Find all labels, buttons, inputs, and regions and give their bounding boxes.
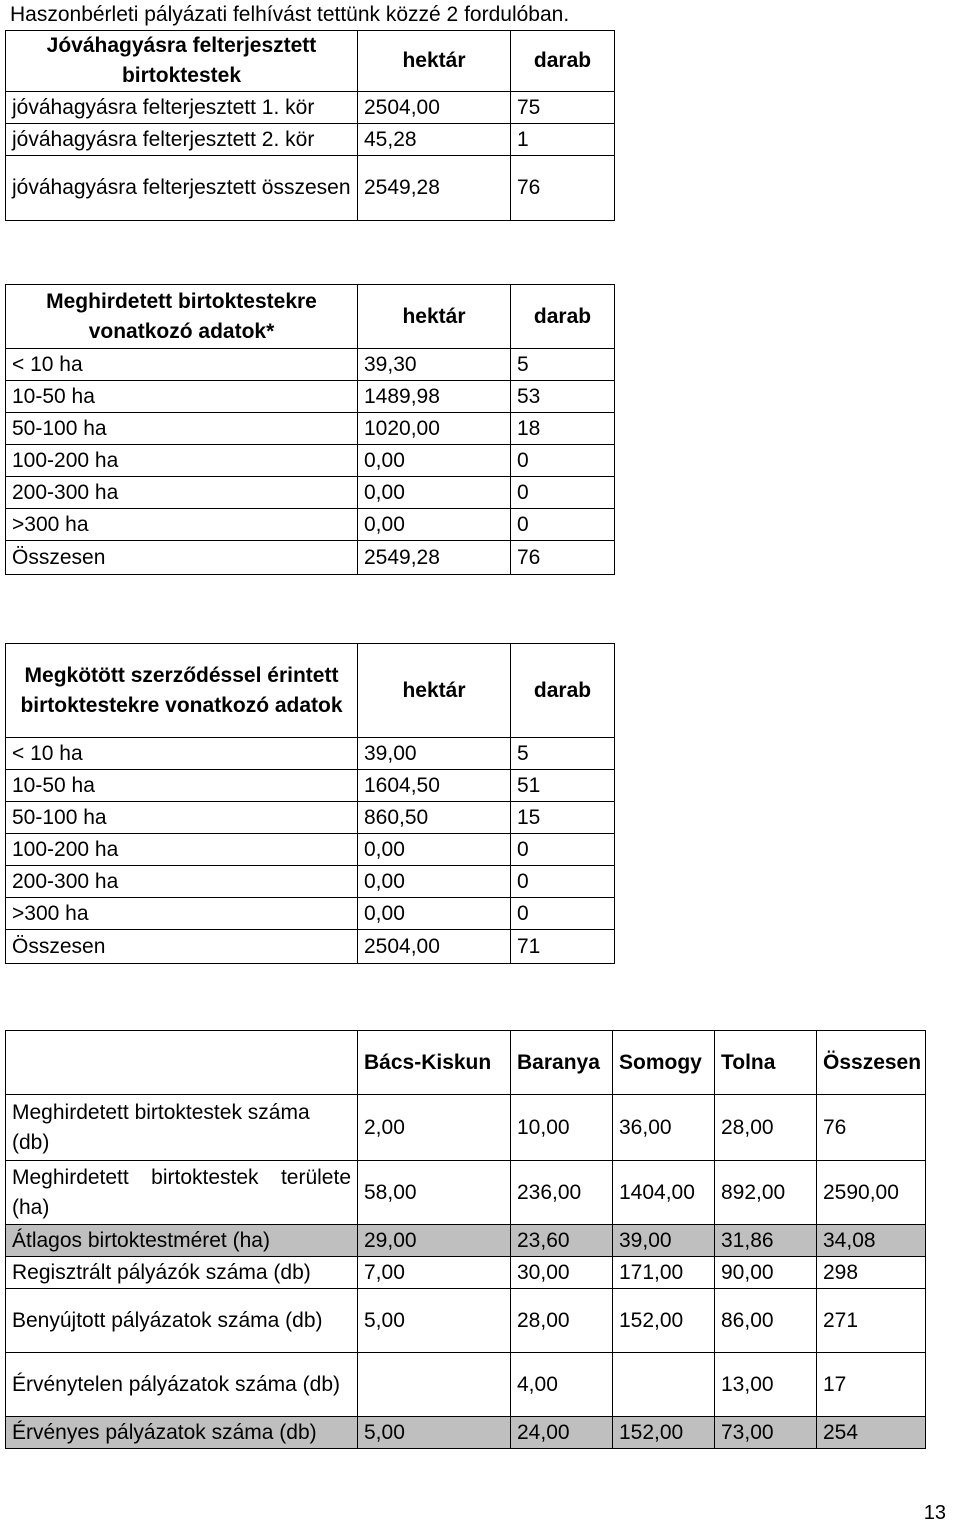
value-cell: 298 bbox=[817, 1257, 926, 1289]
value-cell: 58,00 bbox=[358, 1161, 511, 1225]
hectare-cell: 2549,28 bbox=[358, 541, 511, 575]
row-label: Összesen bbox=[6, 541, 358, 575]
value-cell: 4,00 bbox=[511, 1353, 613, 1417]
count-cell: 76 bbox=[511, 156, 615, 221]
row-label: Összesen bbox=[6, 930, 358, 964]
count-cell: 51 bbox=[511, 770, 615, 802]
hectare-cell: 2504,00 bbox=[358, 92, 511, 124]
value-cell: 28,00 bbox=[715, 1095, 817, 1161]
header-cell: darab bbox=[511, 644, 615, 738]
header-cell: Összesen bbox=[817, 1031, 926, 1095]
value-cell: 7,00 bbox=[358, 1257, 511, 1289]
value-cell: 254 bbox=[817, 1417, 926, 1449]
table-submitted-parcels bbox=[5, 30, 615, 221]
header-cell: Tolna bbox=[715, 1031, 817, 1095]
hectare-cell: 45,28 bbox=[358, 124, 511, 156]
value-cell: 30,00 bbox=[511, 1257, 613, 1289]
header-cell: Jóváhagyásra felterjesztett birtoktestek bbox=[6, 31, 358, 92]
value-cell: 28,00 bbox=[511, 1289, 613, 1353]
count-cell: 75 bbox=[511, 92, 615, 124]
value-cell: 34,08 bbox=[817, 1225, 926, 1257]
value-cell: 236,00 bbox=[511, 1161, 613, 1225]
value-cell: 171,00 bbox=[613, 1257, 715, 1289]
value-cell: 2,00 bbox=[358, 1095, 511, 1161]
row-label: Érvénytelen pályázatok száma (db) bbox=[6, 1353, 358, 1417]
page-number: 13 bbox=[923, 1502, 946, 1524]
row-label: 50-100 ha bbox=[6, 802, 358, 834]
table-row bbox=[6, 509, 615, 541]
count-cell: 18 bbox=[511, 413, 615, 445]
value-cell: 29,00 bbox=[358, 1225, 511, 1257]
header-cell: Baranya bbox=[511, 1031, 613, 1095]
hectare-cell: 0,00 bbox=[358, 866, 511, 898]
table-row bbox=[6, 1257, 926, 1289]
row-label: >300 ha bbox=[6, 898, 358, 930]
row-label: 200-300 ha bbox=[6, 866, 358, 898]
table-row bbox=[6, 1289, 926, 1353]
header-cell bbox=[6, 1031, 358, 1095]
hectare-cell: 1489,98 bbox=[358, 381, 511, 413]
value-cell: 36,00 bbox=[613, 1095, 715, 1161]
header-cell: darab bbox=[511, 285, 615, 349]
count-cell: 0 bbox=[511, 866, 615, 898]
count-cell: 15 bbox=[511, 802, 615, 834]
table-row bbox=[6, 445, 615, 477]
table-row bbox=[6, 1225, 926, 1257]
hectare-cell: 1020,00 bbox=[358, 413, 511, 445]
row-label: 100-200 ha bbox=[6, 834, 358, 866]
count-cell: 5 bbox=[511, 738, 615, 770]
table-row bbox=[6, 349, 615, 381]
row-label: jóváhagyásra felterjesztett összesen bbox=[6, 156, 358, 221]
count-cell: 0 bbox=[511, 477, 615, 509]
table-row bbox=[6, 381, 615, 413]
hectare-cell: 0,00 bbox=[358, 445, 511, 477]
table-row bbox=[6, 866, 615, 898]
hectare-cell: 2504,00 bbox=[358, 930, 511, 964]
value-cell: 24,00 bbox=[511, 1417, 613, 1449]
value-cell: 10,00 bbox=[511, 1095, 613, 1161]
hectare-cell: 0,00 bbox=[358, 509, 511, 541]
value-cell bbox=[358, 1353, 511, 1417]
value-cell: 152,00 bbox=[613, 1289, 715, 1353]
value-cell bbox=[613, 1353, 715, 1417]
row-label: jóváhagyásra felterjesztett 2. kör bbox=[6, 124, 358, 156]
row-label: Regisztrált pályázók száma (db) bbox=[6, 1257, 358, 1289]
value-cell: 13,00 bbox=[715, 1353, 817, 1417]
intro-text: Haszonbérleti pályázati felhívást tettünk közzé 2 fordulóban. bbox=[10, 3, 570, 26]
value-cell: 152,00 bbox=[613, 1417, 715, 1449]
value-cell: 76 bbox=[817, 1095, 926, 1161]
table-row bbox=[6, 898, 615, 930]
header-cell: darab bbox=[511, 31, 615, 92]
count-cell: 0 bbox=[511, 445, 615, 477]
row-label: 10-50 ha bbox=[6, 381, 358, 413]
row-label: Érvényes pályázatok száma (db) bbox=[6, 1417, 358, 1449]
count-cell: 1 bbox=[511, 124, 615, 156]
hectare-cell: 0,00 bbox=[358, 898, 511, 930]
value-cell: 2590,00 bbox=[817, 1161, 926, 1225]
value-cell: 5,00 bbox=[358, 1289, 511, 1353]
hectare-cell: 0,00 bbox=[358, 477, 511, 509]
hectare-cell: 860,50 bbox=[358, 802, 511, 834]
count-cell: 76 bbox=[511, 541, 615, 575]
header-cell: Bács-Kiskun bbox=[358, 1031, 511, 1095]
row-label: Meghirdetett birtoktestek területe (ha) bbox=[6, 1161, 358, 1225]
count-cell: 53 bbox=[511, 381, 615, 413]
row-label: Átlagos birtoktestméret (ha) bbox=[6, 1225, 358, 1257]
header-cell: hektár bbox=[358, 31, 511, 92]
table-contracted-parcels bbox=[5, 643, 615, 964]
row-label: Meghirdetett birtoktestek száma (db) bbox=[6, 1095, 358, 1161]
row-label: Benyújtott pályázatok száma (db) bbox=[6, 1289, 358, 1353]
value-cell: 90,00 bbox=[715, 1257, 817, 1289]
table-row bbox=[6, 1095, 926, 1161]
value-cell: 17 bbox=[817, 1353, 926, 1417]
table-row bbox=[6, 477, 615, 509]
count-cell: 0 bbox=[511, 834, 615, 866]
row-label: jóváhagyásra felterjesztett 1. kör bbox=[6, 92, 358, 124]
table-row bbox=[6, 541, 615, 575]
count-cell: 71 bbox=[511, 930, 615, 964]
table-row bbox=[6, 770, 615, 802]
row-label: < 10 ha bbox=[6, 349, 358, 381]
table-header-row bbox=[6, 644, 615, 738]
header-cell: Megkötött szerződéssel érintett birtoktestekre vonatkozó adatok bbox=[6, 644, 358, 738]
table-row bbox=[6, 738, 615, 770]
hectare-cell: 2549,28 bbox=[358, 156, 511, 221]
value-cell: 31,86 bbox=[715, 1225, 817, 1257]
value-cell: 23,60 bbox=[511, 1225, 613, 1257]
hectare-cell: 39,30 bbox=[358, 349, 511, 381]
table-header-row bbox=[6, 285, 615, 349]
table-row bbox=[6, 156, 615, 221]
table-row bbox=[6, 834, 615, 866]
table-row bbox=[6, 802, 615, 834]
hectare-cell: 0,00 bbox=[358, 834, 511, 866]
table-county-summary bbox=[5, 1030, 926, 1449]
row-label: 100-200 ha bbox=[6, 445, 358, 477]
hectare-cell: 39,00 bbox=[358, 738, 511, 770]
value-cell: 73,00 bbox=[715, 1417, 817, 1449]
header-cell: hektár bbox=[358, 644, 511, 738]
row-label: 10-50 ha bbox=[6, 770, 358, 802]
value-cell: 892,00 bbox=[715, 1161, 817, 1225]
row-label: 50-100 ha bbox=[6, 413, 358, 445]
value-cell: 5,00 bbox=[358, 1417, 511, 1449]
table-announced-parcels bbox=[5, 284, 615, 575]
hectare-cell: 1604,50 bbox=[358, 770, 511, 802]
count-cell: 5 bbox=[511, 349, 615, 381]
count-cell: 0 bbox=[511, 898, 615, 930]
table-row bbox=[6, 1161, 926, 1225]
table-header-row bbox=[6, 1031, 926, 1095]
table-row bbox=[6, 1417, 926, 1449]
table-row bbox=[6, 930, 615, 964]
value-cell: 86,00 bbox=[715, 1289, 817, 1353]
header-cell: Somogy bbox=[613, 1031, 715, 1095]
row-label: < 10 ha bbox=[6, 738, 358, 770]
table-row bbox=[6, 1353, 926, 1417]
row-label: >300 ha bbox=[6, 509, 358, 541]
count-cell: 0 bbox=[511, 509, 615, 541]
row-label: 200-300 ha bbox=[6, 477, 358, 509]
header-cell: Meghirdetett birtoktestekre vonatkozó adatok* bbox=[6, 285, 358, 349]
table-row bbox=[6, 124, 615, 156]
table-row bbox=[6, 413, 615, 445]
value-cell: 39,00 bbox=[613, 1225, 715, 1257]
table-header-row bbox=[6, 31, 615, 92]
table-row bbox=[6, 92, 615, 124]
header-cell: hektár bbox=[358, 285, 511, 349]
value-cell: 271 bbox=[817, 1289, 926, 1353]
value-cell: 1404,00 bbox=[613, 1161, 715, 1225]
